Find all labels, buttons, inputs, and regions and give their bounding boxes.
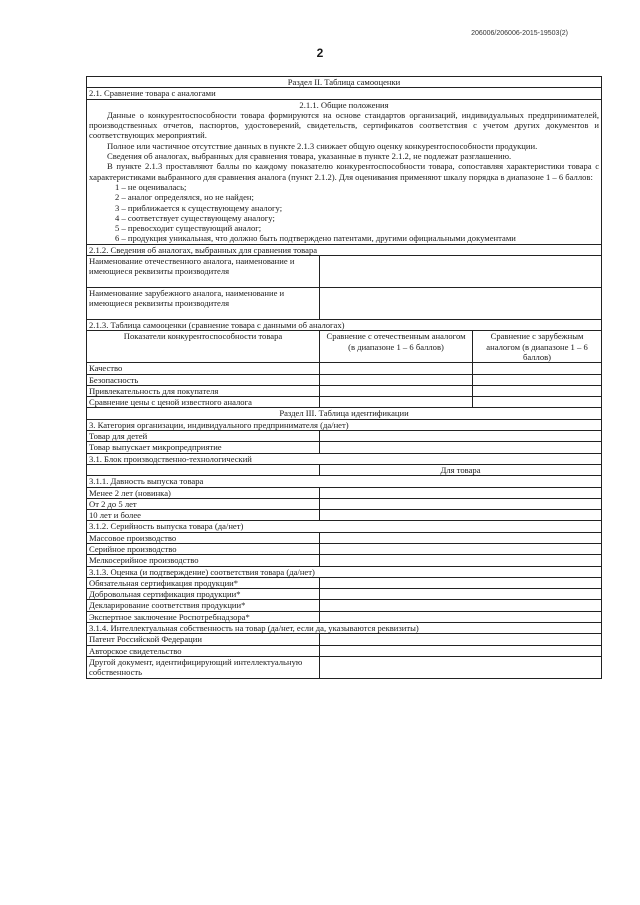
- domestic-analog-field[interactable]: [320, 256, 602, 288]
- ip-option-label: Патент Российской Федерации: [87, 634, 320, 645]
- age-option-label: 10 лет и более: [87, 510, 320, 521]
- subsection-3-1-2: 3.1.2. Серийность выпуска товара (да/нет): [87, 521, 602, 532]
- subsection-2-1-2: 2.1.2. Сведения об аналогах, выбранных для сравнения товара: [87, 244, 602, 255]
- blank-cell: [87, 464, 320, 475]
- ip-option-label: Авторское свидетельство: [87, 645, 320, 656]
- domestic-score-cell[interactable]: [320, 363, 473, 374]
- foreign-analog-field[interactable]: [320, 288, 602, 320]
- ip-answer-cell[interactable]: [320, 656, 602, 678]
- subsection-3-1: 3.1. Блок производственно-технологический: [87, 453, 602, 464]
- age-option-label: От 2 до 5 лет: [87, 498, 320, 509]
- serial-option-label: Массовое производство: [87, 532, 320, 543]
- age-answer-cell[interactable]: [320, 510, 602, 521]
- ip-answer-cell[interactable]: [320, 645, 602, 656]
- section-3-title: Раздел III. Таблица идентификации: [87, 408, 602, 419]
- scale-item: 5 – превосходит существующий аналог;: [115, 223, 262, 234]
- age-answer-cell[interactable]: [320, 487, 602, 498]
- domestic-score-cell[interactable]: [320, 385, 473, 396]
- conformity-answer-cell[interactable]: [320, 611, 602, 622]
- column-header-indicators: Показатели конкурентоспособности товара: [87, 331, 320, 363]
- foreign-score-cell[interactable]: [473, 374, 602, 385]
- indicator-label: Качество: [87, 363, 320, 374]
- foreign-analog-label: Наименование зарубежного аналога, наименование и имеющиеся реквизиты производителя: [87, 288, 320, 320]
- conformity-answer-cell[interactable]: [320, 600, 602, 611]
- conformity-option-label: Декларирование соответствия продукции*: [87, 600, 320, 611]
- domestic-score-cell[interactable]: [320, 374, 473, 385]
- intro-paragraph: Полное или частичное отсутствие данных в пункте 2.1.3 снижает общую оценку конкурентоспособности продукции.: [107, 140, 538, 151]
- subsection-2-1-1: 2.1.1. Общие положения: [299, 99, 389, 110]
- general-provisions: [87, 99, 602, 244]
- indicator-label: Привлекательность для покупателя: [87, 385, 320, 396]
- scale-item: 1 – не оценивалась;: [115, 181, 187, 192]
- conformity-answer-cell[interactable]: [320, 577, 602, 588]
- indicator-label: Безопасность: [87, 374, 320, 385]
- conformity-answer-cell[interactable]: [320, 589, 602, 600]
- subsection-3: 3. Категория организации, индивидуального предпринимателя (да/нет): [87, 419, 602, 430]
- foreign-score-cell[interactable]: [473, 363, 602, 374]
- for-product-header: Для товара: [320, 464, 602, 475]
- scale-item: 2 – аналог определялся, но не найден;: [115, 192, 254, 203]
- domestic-analog-label: Наименование отечественного аналога, наименование и имеющиеся реквизиты производителя: [87, 256, 320, 288]
- subsection-3-1-1: 3.1.1. Давность выпуска товара: [87, 476, 602, 487]
- ip-answer-cell[interactable]: [320, 634, 602, 645]
- subsection-3-1-4: 3.1.4. Интеллектуальная собственность на товар (да/нет, если да, указываются реквизиты): [87, 623, 602, 634]
- serial-answer-cell[interactable]: [320, 543, 602, 554]
- subsection-3-1-3: 3.1.3. Оценка (и подтверждение) соответствия товара (да/нет): [87, 566, 602, 577]
- subsection-2-1-3: 2.1.3. Таблица самооценки (сравнение товара с данными об аналогах): [87, 320, 602, 331]
- foreign-score-cell[interactable]: [473, 397, 602, 408]
- self-assessment-form: [86, 76, 602, 679]
- category-label: Товар для детей: [87, 431, 320, 442]
- scale-item: 3 – приближается к существующему аналогу;: [115, 202, 283, 213]
- scale-item: 4 – соответствует существующему аналогу;: [115, 212, 275, 223]
- serial-answer-cell[interactable]: [320, 555, 602, 566]
- intro-paragraph: Данные о конкурентоспособности товара формируются на основе стандартов организаций, индивидуальных предпринимателей, производственных отчетов, паспортов, удостоверений, свидетельств, сертификатов соответствия с учетом других документов и соответствующих мероприятий.: [89, 109, 600, 141]
- subsection-2-1: 2.1. Сравнение товара с аналогами: [87, 88, 602, 99]
- scale-item: 6 – продукция уникальная, что должно быть подтверждено патентами, другими официальными документами: [115, 233, 516, 244]
- indicator-label: Сравнение цены с ценой известного аналога: [87, 397, 320, 408]
- age-answer-cell[interactable]: [320, 498, 602, 509]
- ip-option-label: Другой документ, идентифицирующий интеллектуальную собственность: [87, 656, 320, 678]
- serial-answer-cell[interactable]: [320, 532, 602, 543]
- document-id: 206006/206006-2015-19503(2): [471, 30, 568, 37]
- foreign-score-cell[interactable]: [473, 385, 602, 396]
- serial-option-label: Мелкосерийное производство: [87, 555, 320, 566]
- intro-paragraph: В пункте 2.1.3 проставляют баллы по каждому показателю конкурентоспособности товара, сопоставляя характеристики товара с характеристиками выбранного для сравнения аналога (пункт 2.1.2). Для оценивания применяют шкалу порядка в диапазоне 1 – 6 баллов:: [89, 161, 600, 182]
- intro-paragraph: Сведения об аналогах, выбранных для сравнения товара, указанные в пункте 2.1.2, не подлежат разглашению.: [107, 151, 512, 162]
- conformity-option-label: Обязательная сертификация продукции*: [87, 577, 320, 588]
- conformity-option-label: Добровольная сертификация продукции*: [87, 589, 320, 600]
- category-answer-cell[interactable]: [320, 442, 602, 453]
- section-2-title: Раздел II. Таблица самооценки: [87, 77, 602, 88]
- serial-option-label: Серийное производство: [87, 543, 320, 554]
- age-option-label: Менее 2 лет (новинка): [87, 487, 320, 498]
- category-answer-cell[interactable]: [320, 431, 602, 442]
- category-label: Товар выпускает микропредприятие: [87, 442, 320, 453]
- column-header-foreign: Сравнение с зарубежным аналогом (в диапазоне 1 – 6 баллов): [473, 331, 602, 363]
- domestic-score-cell[interactable]: [320, 397, 473, 408]
- page-number: 2: [316, 46, 324, 60]
- conformity-option-label: Экспертное заключение Роспотребнадзора*: [87, 611, 320, 622]
- column-header-domestic: Сравнение с отечественным аналогом (в диапазоне 1 – 6 баллов): [320, 331, 473, 363]
